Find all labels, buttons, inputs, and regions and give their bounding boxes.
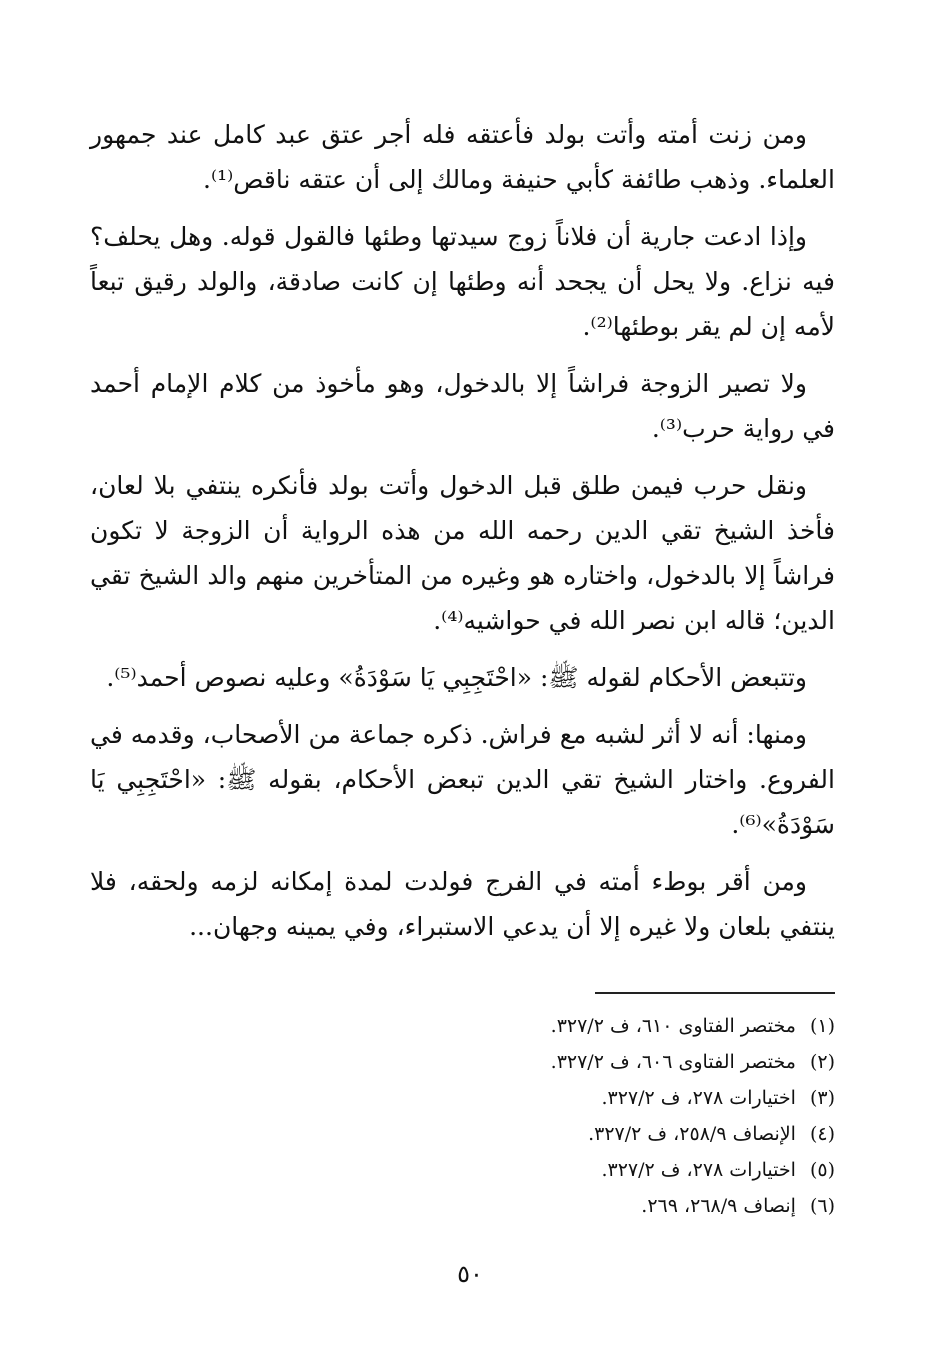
footnote-text: اختيارات ٢٧٨، ف ٣٢٧/٢. bbox=[601, 1159, 796, 1181]
footnote-mark: (٤) bbox=[809, 1123, 835, 1145]
footnote-text: مختصر الفتاوى ٦١٠، ف ٣٢٧/٢. bbox=[550, 1015, 796, 1037]
body-text bbox=[90, 112, 835, 961]
paragraph: ونقل حرب فيمن طلق قبل الدخول وأتت بولد فأنكره ينتفي بلا لعان، فأخذ الشيخ تقي الدين رحمه الله من هذه الرواية أن الزوجة لا تكون فراشاً إلا بالدخول، واختاره هو وغيره من المتأخرين منهم والد الشيخ تقي الدين؛ قاله ابن نصر الله في حواشيه⁽⁴⁾. bbox=[90, 471, 835, 635]
paragraph: ومن أقر بوطء أمته في الفرج فولدت لمدة إمكانه لزمه ولحقه، فلا ينتفي بلعان ولا غيره إلا أن يدعي الاستبراء، وفي يمينه وجهان... bbox=[90, 867, 835, 941]
paragraph: ومن زنت أمته وأتت بولد فأعتقه فله أجر عتق عبد كامل عند جمهور العلماء. وذهب طائفة كأبي حنيفة ومالك إلى أن عتقه ناقص⁽¹⁾. bbox=[90, 120, 835, 194]
footnote-mark: (٥) bbox=[809, 1159, 835, 1181]
footnotes-list bbox=[300, 1008, 835, 1224]
footnote-item bbox=[300, 1116, 835, 1152]
paragraph: ولا تصير الزوجة فراشاً إلا بالدخول، وهو مأخوذ من كلام الإمام أحمد في رواية حرب⁽³⁾. bbox=[90, 369, 835, 443]
footnote-text: اختيارات ٢٧٨، ف ٣٢٧/٢. bbox=[601, 1087, 796, 1109]
footnote-text: إنصاف ٢٦٨/٩، ٢٦٩. bbox=[641, 1195, 796, 1217]
paragraph: وإذا ادعت جارية أن فلاناً زوج سيدتها وطئها فالقول قوله. وهل يحلف؟ فيه نزاع. ولا يحل أن يجحد أنه وطئها إن كانت صادقة، والولد رقيق تبعاً لأمه إن لم يقر بوطئها⁽²⁾. bbox=[90, 222, 835, 341]
footnote-mark: (٢) bbox=[809, 1051, 835, 1073]
footnote-item bbox=[300, 1152, 835, 1188]
footnote-text: الإنصاف ٢٥٨/٩، ف ٣٢٧/٢. bbox=[588, 1123, 796, 1145]
page-number: ٥٠ bbox=[457, 1260, 483, 1288]
footnote-divider bbox=[595, 992, 835, 994]
footnote-mark: (٣) bbox=[809, 1087, 835, 1109]
footnote-mark: (٦) bbox=[809, 1195, 835, 1217]
footnote-item bbox=[300, 1080, 835, 1116]
footnote-item bbox=[300, 1044, 835, 1080]
paragraph: ومنها: أنه لا أثر لشبه مع فراش. ذكره جماعة من الأصحاب، وقدمه في الفروع. واختار الشيخ تقي الدين تبعض الأحكام، بقوله ﷺ: «احْتَجِبِي يَا سَوْدَةُ»⁽⁶⁾. bbox=[90, 720, 835, 839]
footnote-item bbox=[300, 1188, 835, 1224]
footnote-item bbox=[300, 1008, 835, 1044]
paragraph: وتتبعض الأحكام لقوله ﷺ: «احْتَجِبِي يَا سَوْدَةُ» وعليه نصوص أحمد⁽⁵⁾. bbox=[106, 663, 807, 692]
footnote-text: مختصر الفتاوى ٦٠٦، ف ٣٢٧/٢. bbox=[550, 1051, 796, 1073]
footnote-mark: (١) bbox=[809, 1015, 835, 1037]
